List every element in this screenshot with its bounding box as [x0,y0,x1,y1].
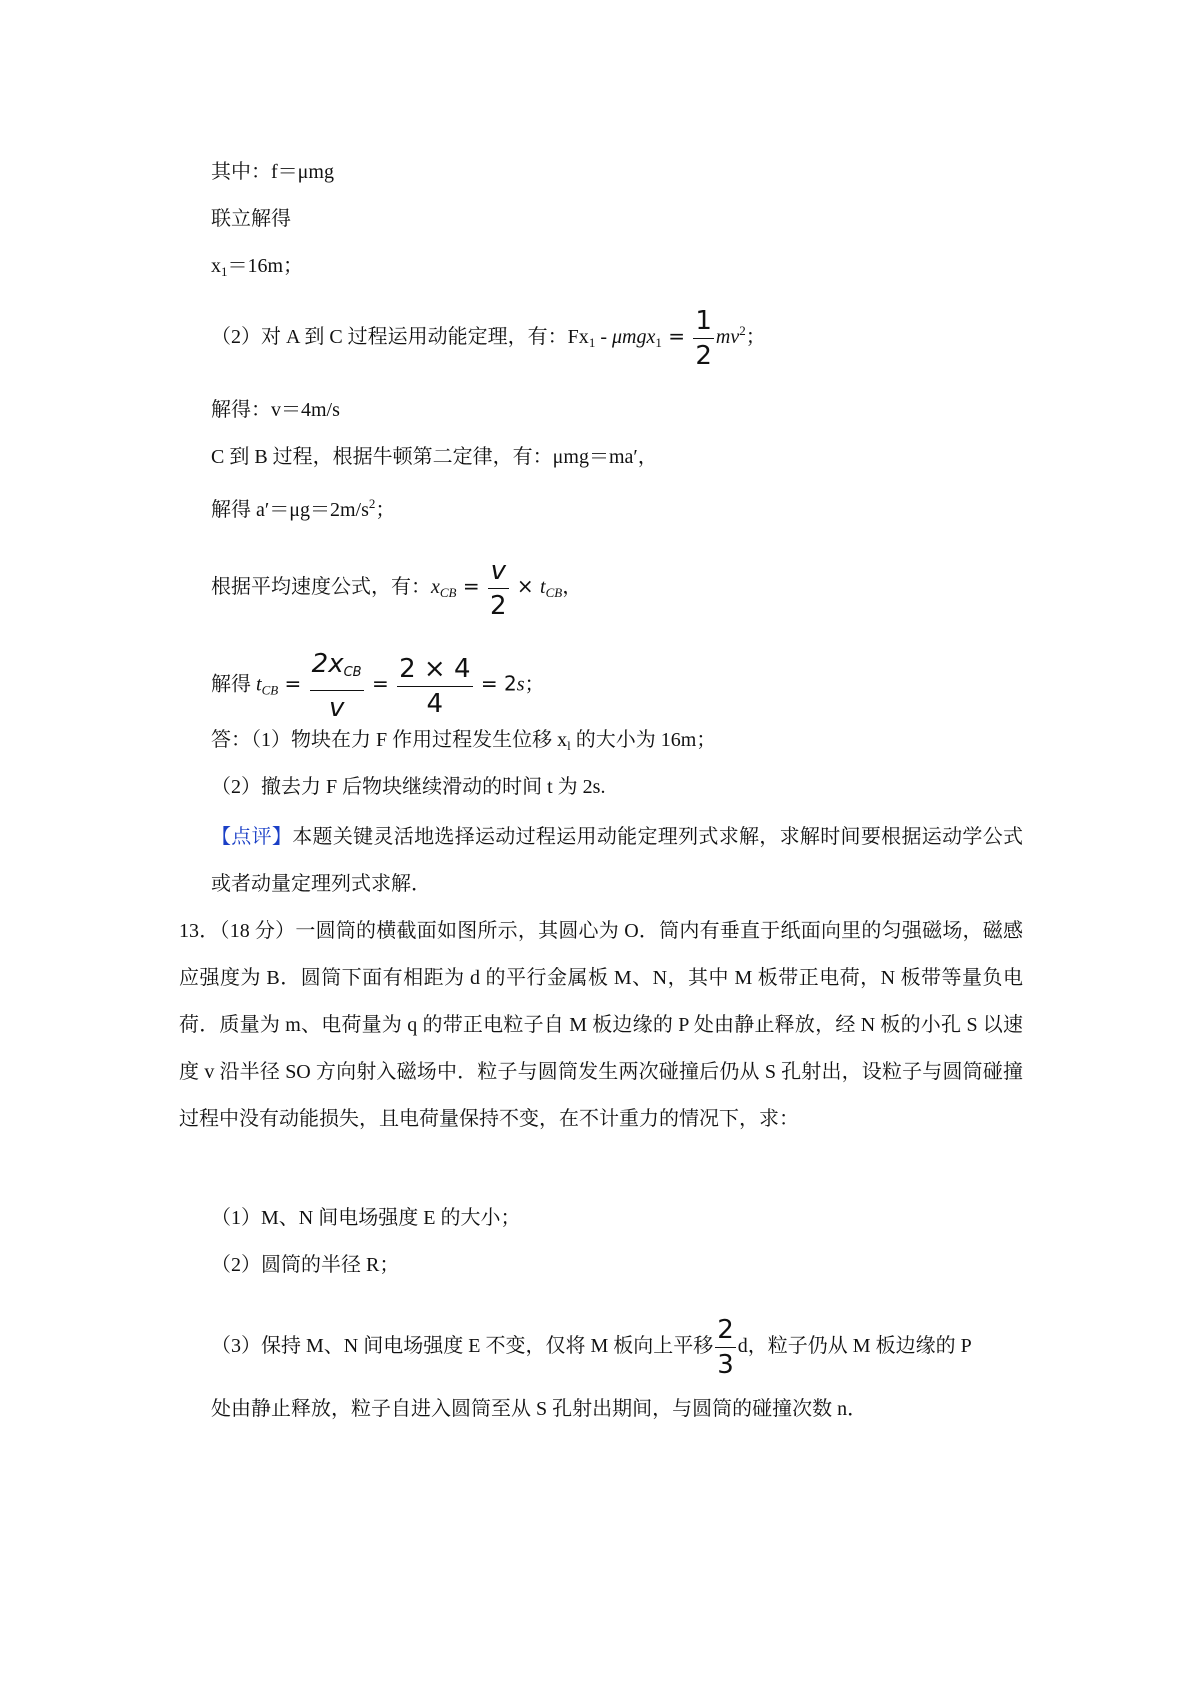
line-friction: 其中：f＝μmg [211,161,334,183]
line-x1-result: $x_1=16m$； [211,255,304,279]
question-number: 13． [179,920,220,942]
fraction-one-half: $\frac{1}{2}$ [695,306,712,371]
line-acceleration-result: 解得 $a'=\mu g=2m/s^2$； [211,496,396,521]
comment-tag: 【点评】 [211,826,293,848]
answer-part-1: 答：（1）物块在力 F 作用过程发生位移 $x_l$ 的大小为 16m； [211,729,717,753]
fraction-two-thirds: $\frac{2}{3}$ [717,1315,734,1380]
question-13-part-1: （1）M、N 间电场强度 E 的大小； [211,1207,521,1229]
line-average-velocity: 根据平均速度公式，有：$x_{CB}$ = $\frac{v}{2}$ × $t_{CB}$， [211,556,583,621]
question-13-part-3: （3）保持 M、N 间电场强度 E 不变，仅将 M 板向上平移 $\frac{2}{3}$ d，粒子仍从 M 板边缘的 P [211,1315,972,1380]
question-13 [179,908,1023,1143]
fraction-2xcb-over-v: $\frac{2x_{CB}}{v}$ [311,649,362,723]
fraction-2x4-over-4: $\frac{2 \times 4}{4}$ [399,653,471,719]
question-text: （18 分）一圆筒的横截面如图所示，其圆心为 O．筒内有垂直于纸面向里的匀强磁场，磁感应强度为 B．圆筒下面有相距为 d 的平行金属板 M、N，其中 M 板带正电荷，N 板带等量负电荷．质量为 m、电荷量为 q 的带正电粒子自 M 板边缘的 P 处由静止释放，经 N 板的小孔 S 以速度 v 沿半径 SO 方向射入磁场中．粒子与圆筒发生两次碰撞后仍从 S 孔射出，设粒子与圆筒碰撞过程中没有动能损失，且电荷量保持不变，在不计重力的情况下，求： [179,920,1024,1130]
question-13-part-2: （2）圆筒的半径 R； [211,1254,400,1276]
line-newton-second-law: C 到 B 过程，根据牛顿第二定律，有：μmg＝ma′， [211,446,658,468]
answer-part-2: （2）撤去力 F 后物块继续滑动的时间 t 为 2s. [211,776,606,798]
fraction-v-over-2: $\frac{v}{2}$ [490,556,507,621]
line-energy-theorem: （2）对 A 到 C 过程运用动能定理，有：$Fx_1 - \mu mgx_1$ = $\frac{1}{2}$ $mv^2$； [211,306,766,371]
question-13-part-3-cont: 处由静止释放，粒子自进入圆筒至从 S 孔射出期间，与圆筒的碰撞次数 n． [211,1398,868,1420]
line-time-result: 解得 $t_{CB}$ = $\frac{2x_{CB}}{v}$ = $\frac{2 \times 4}{4}$ = 2s； [211,649,545,723]
line-solve-jointly: 联立解得 [211,208,291,230]
comment-text: 本题关键灵活地选择运动过程运用动能定理列式求解，求解时间要根据运动学公式或者动量定理列式求解． [211,826,1024,895]
comment-paragraph [211,814,1023,908]
line-v-result: 解得：v＝4m/s [211,399,340,421]
